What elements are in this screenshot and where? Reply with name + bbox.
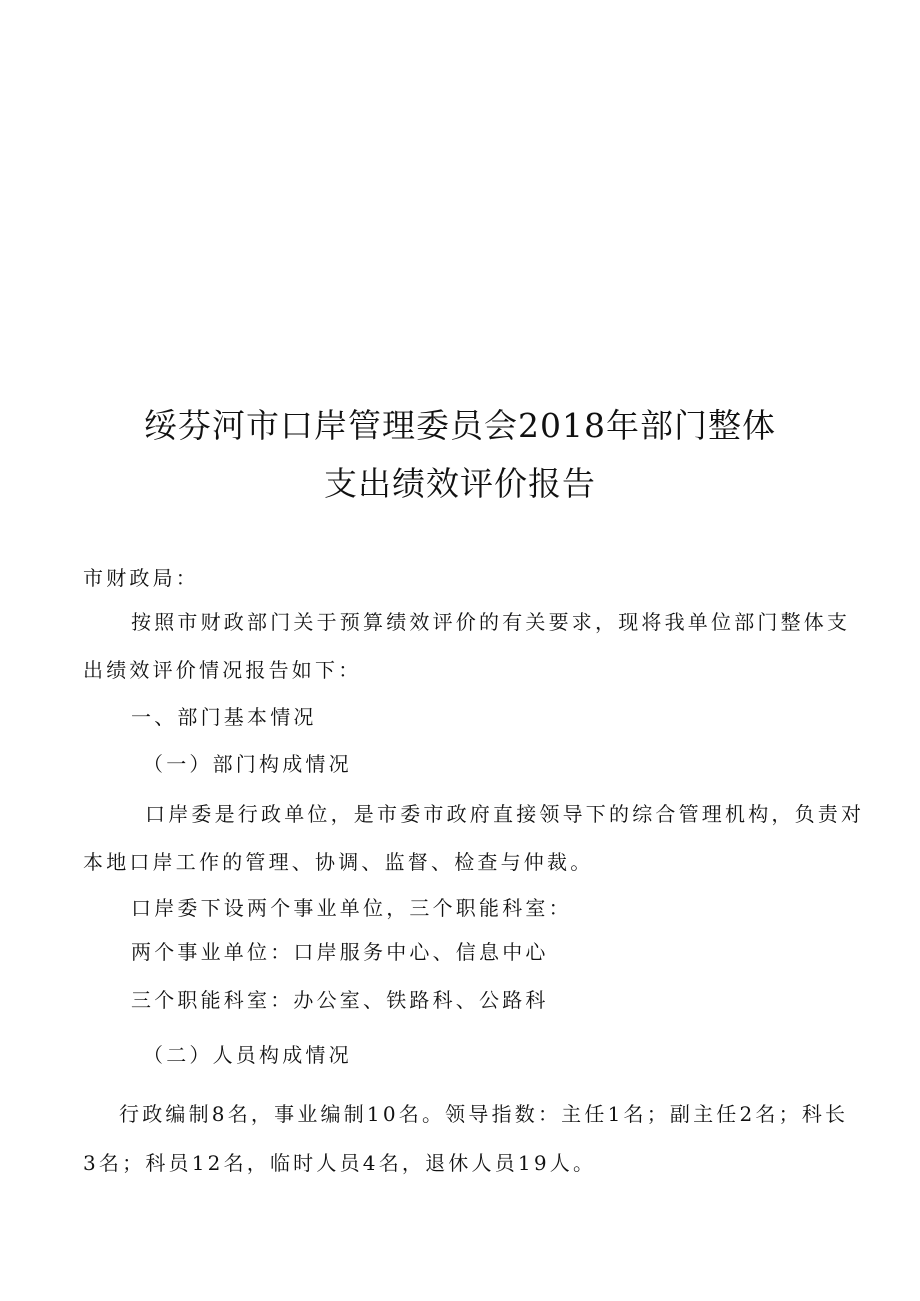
report-title-line1: 绥芬河市口岸管理委员会2018年部门整体 [144,406,776,445]
salutation: 市财政局： [83,566,199,590]
subsection-heading-staff: （二）人员构成情况 [143,1043,352,1067]
staff-paragraph-line2: 3名；科员12名，临时人员4名，退休人员19人。 [83,1151,597,1175]
staff-paragraph-line1: 行政编制8名，事业编制10名。领导指数：主任1名；副主任2名；科长 [119,1102,849,1126]
report-title-line2: 支出绩效评价报告 [324,464,596,503]
public-units-list: 两个事业单位：口岸服务中心、信息中心 [131,940,549,964]
composition-paragraph-line1: 口岸委是行政单位，是市委市政府直接领导下的综合管理机构，负责对 [145,802,865,826]
subsection-heading-composition: （一）部门构成情况 [143,752,352,776]
intro-paragraph-line2: 出绩效评价情况报告如下： [83,658,362,682]
intro-paragraph-line1: 按照市财政部门关于预算绩效评价的有关要求，现将我单位部门整体支 [131,610,851,634]
composition-paragraph-line2: 本地口岸工作的管理、协调、监督、检查与仲裁。 [83,850,594,874]
section-heading: 一、部门基本情况 [131,705,317,729]
units-intro: 口岸委下设两个事业单位，三个职能科室： [131,896,572,920]
functional-sections-list: 三个职能科室：办公室、铁路科、公路科 [131,988,549,1012]
